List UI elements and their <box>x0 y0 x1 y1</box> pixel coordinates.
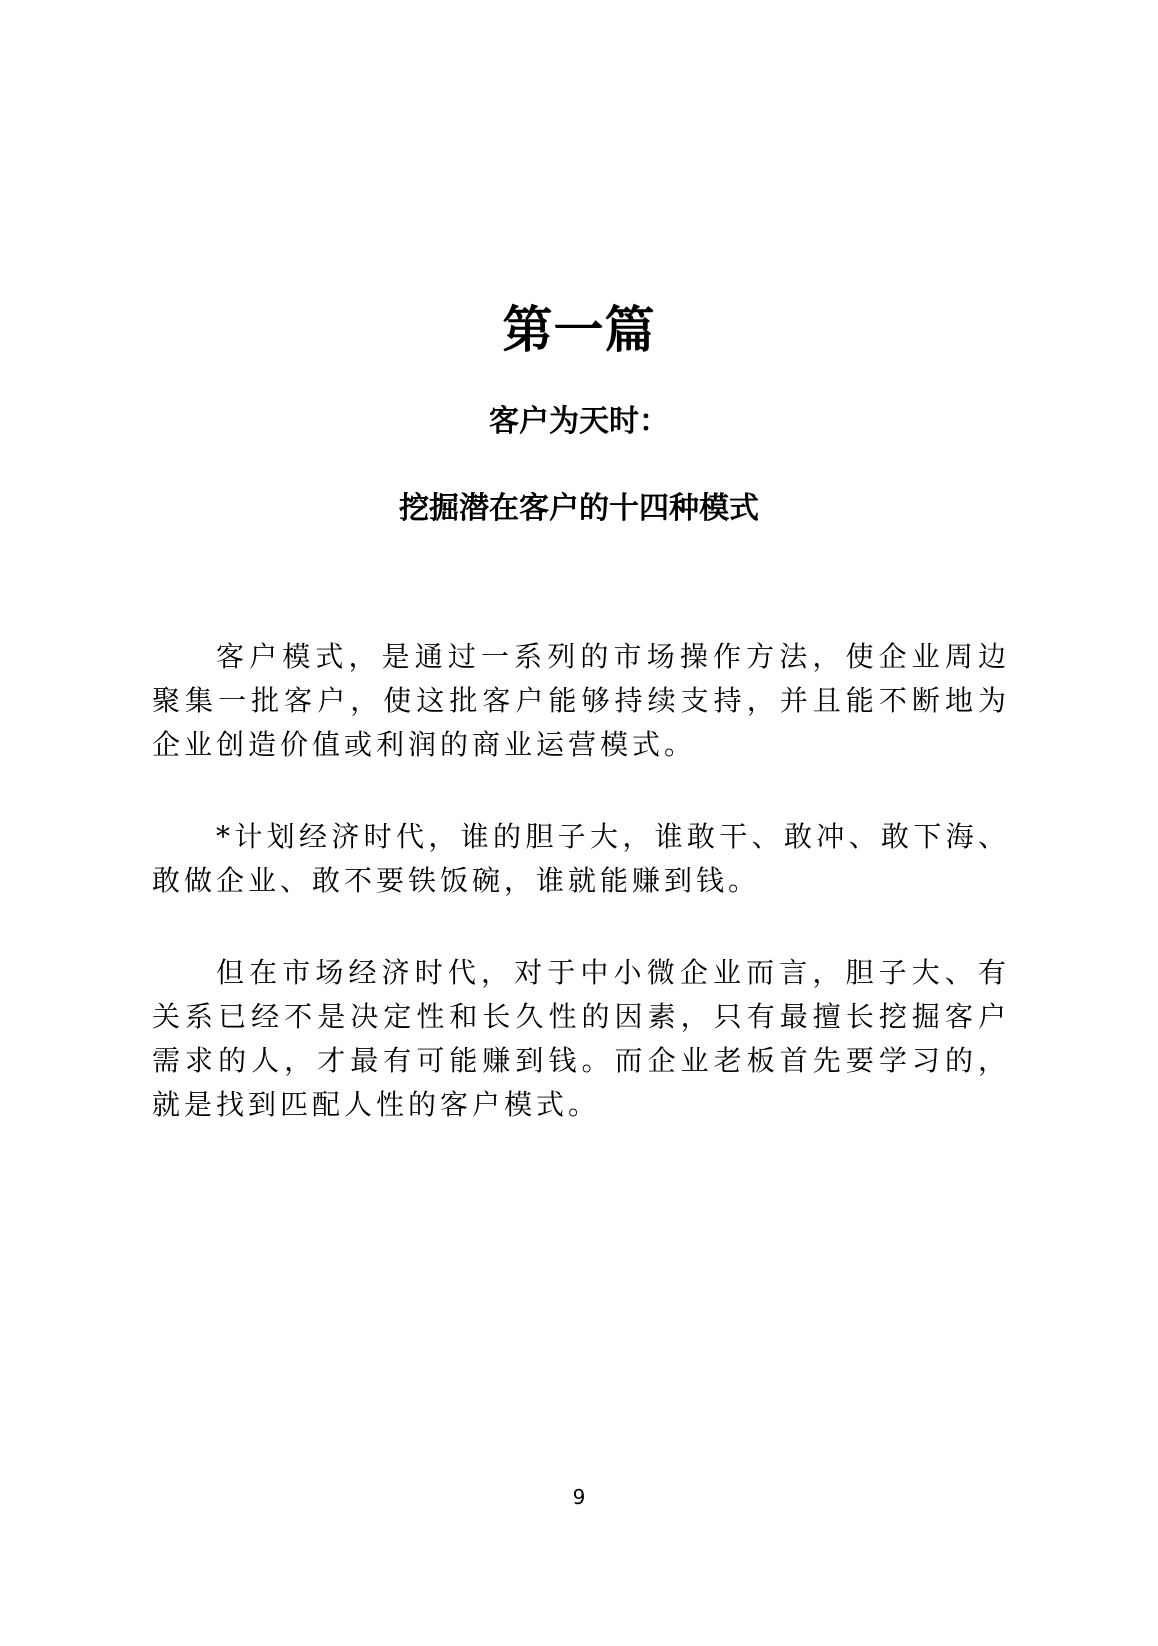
paragraph-2: *计划经济时代，谁的胆子大，谁敢干、敢冲、敢下海、敢做企业、敢不要铁饭碗，谁就能赚到钱。 <box>152 820 1010 897</box>
paragraph-1: 客户模式，是通过一系列的市场操作方法，使企业周边聚集一批客户，使这批客户能够持续支持，并且能不断地为企业创造价值或利润的商业运营模式。 <box>152 640 1010 761</box>
body-text <box>152 635 1010 1175</box>
page-number: 9 <box>572 1485 586 1509</box>
subtitle-line-2: 挖掘潜在客户的十四种模式 <box>399 491 759 526</box>
part-title: 第一篇 <box>502 301 656 359</box>
paragraph-3: 但在市场经济时代，对于中小微企业而言，胆子大、有关系已经不是决定性和长久性的因素，只有最擅长挖掘客户需求的人，才最有可能赚到钱。而企业老板首先要学习的，就是找到匹配人性的客户模式。 <box>152 956 1010 1121</box>
subtitle-line-1: 客户为天时： <box>489 404 669 439</box>
